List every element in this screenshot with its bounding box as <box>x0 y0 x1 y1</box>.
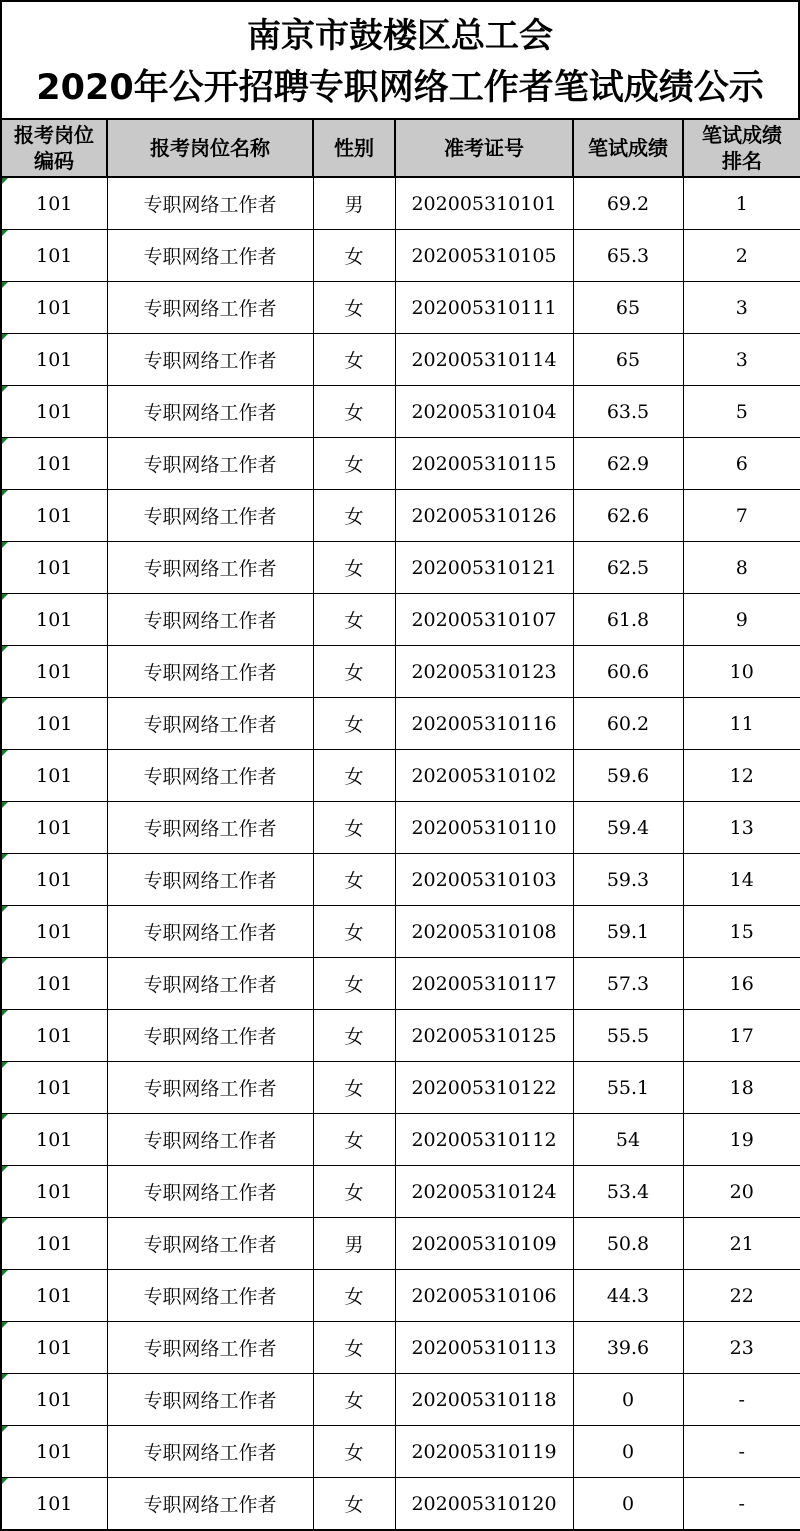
header-position-code-line1: 报考岗位 <box>14 123 94 147</box>
cell-position-code: 101 <box>1 906 107 958</box>
table-row <box>1 542 800 594</box>
cell-score: 55.5 <box>573 1010 683 1062</box>
cell-score: 54 <box>573 1114 683 1166</box>
cell-gender: 女 <box>313 646 395 698</box>
title-block <box>0 0 800 118</box>
cell-rank: 2 <box>683 230 800 282</box>
cell-position-code: 101 <box>1 1478 107 1531</box>
cell-score: 44.3 <box>573 1270 683 1322</box>
cell-exam-id: 202005310117 <box>395 958 573 1010</box>
header-rank <box>683 119 800 177</box>
cell-gender: 女 <box>313 750 395 802</box>
cell-exam-id: 202005310108 <box>395 906 573 958</box>
header-position-code-line2: 编码 <box>34 149 74 173</box>
header-position-code <box>1 119 107 177</box>
cell-rank: 14 <box>683 854 800 906</box>
cell-position-name: 专职网络工作者 <box>107 854 313 906</box>
cell-exam-id: 202005310121 <box>395 542 573 594</box>
cell-position-code: 101 <box>1 334 107 386</box>
cell-exam-id: 202005310123 <box>395 646 573 698</box>
cell-rank: 22 <box>683 1270 800 1322</box>
cell-gender: 女 <box>313 230 395 282</box>
cell-position-name: 专职网络工作者 <box>107 230 313 282</box>
cell-position-code: 101 <box>1 1270 107 1322</box>
cell-rank: 12 <box>683 750 800 802</box>
table-row <box>1 750 800 802</box>
cell-exam-id: 202005310111 <box>395 282 573 334</box>
cell-position-name: 专职网络工作者 <box>107 698 313 750</box>
cell-exam-id: 202005310112 <box>395 1114 573 1166</box>
table-row <box>1 906 800 958</box>
page-subtitle: 2020年公开招聘专职网络工作者笔试成绩公示 <box>36 68 764 108</box>
cell-position-name: 专职网络工作者 <box>107 750 313 802</box>
cell-rank: 19 <box>683 1114 800 1166</box>
cell-score: 39.6 <box>573 1322 683 1374</box>
cell-position-name: 专职网络工作者 <box>107 958 313 1010</box>
cell-gender: 女 <box>313 282 395 334</box>
table-row <box>1 1166 800 1218</box>
header-rank-line2: 排名 <box>722 149 762 173</box>
table-row <box>1 438 800 490</box>
cell-exam-id: 202005310103 <box>395 854 573 906</box>
cell-position-name: 专职网络工作者 <box>107 1010 313 1062</box>
cell-position-code: 101 <box>1 542 107 594</box>
cell-position-code: 101 <box>1 386 107 438</box>
cell-rank: 13 <box>683 802 800 854</box>
cell-gender: 女 <box>313 386 395 438</box>
cell-rank: 5 <box>683 386 800 438</box>
cell-position-code: 101 <box>1 750 107 802</box>
cell-position-name: 专职网络工作者 <box>107 1114 313 1166</box>
cell-gender: 女 <box>313 698 395 750</box>
cell-exam-id: 202005310126 <box>395 490 573 542</box>
cell-score: 62.6 <box>573 490 683 542</box>
table-row <box>1 282 800 334</box>
table-row <box>1 646 800 698</box>
cell-rank: 18 <box>683 1062 800 1114</box>
cell-position-name: 专职网络工作者 <box>107 1322 313 1374</box>
cell-score: 59.3 <box>573 854 683 906</box>
table-row <box>1 854 800 906</box>
cell-score: 62.5 <box>573 542 683 594</box>
cell-score: 65.3 <box>573 230 683 282</box>
header-position-name: 报考岗位名称 <box>107 119 313 177</box>
cell-position-name: 专职网络工作者 <box>107 438 313 490</box>
cell-position-name: 专职网络工作者 <box>107 1166 313 1218</box>
cell-rank: 8 <box>683 542 800 594</box>
cell-exam-id: 202005310119 <box>395 1426 573 1478</box>
cell-score: 55.1 <box>573 1062 683 1114</box>
cell-score: 65 <box>573 282 683 334</box>
cell-gender: 女 <box>313 854 395 906</box>
cell-rank: 20 <box>683 1166 800 1218</box>
cell-rank: 7 <box>683 490 800 542</box>
cell-position-name: 专职网络工作者 <box>107 1374 313 1426</box>
cell-exam-id: 202005310107 <box>395 594 573 646</box>
cell-score: 63.5 <box>573 386 683 438</box>
cell-position-code: 101 <box>1 1374 107 1426</box>
cell-position-code: 101 <box>1 698 107 750</box>
table-row <box>1 698 800 750</box>
cell-gender: 女 <box>313 1114 395 1166</box>
cell-exam-id: 202005310124 <box>395 1166 573 1218</box>
cell-position-name: 专职网络工作者 <box>107 646 313 698</box>
cell-position-code: 101 <box>1 1322 107 1374</box>
cell-gender: 女 <box>313 1062 395 1114</box>
cell-rank: 17 <box>683 1010 800 1062</box>
cell-gender: 女 <box>313 906 395 958</box>
cell-score: 60.2 <box>573 698 683 750</box>
table-row <box>1 1322 800 1374</box>
header-rank-line1: 笔试成绩 <box>702 123 782 147</box>
cell-rank: 16 <box>683 958 800 1010</box>
cell-position-name: 专职网络工作者 <box>107 1478 313 1531</box>
cell-position-code: 101 <box>1 1218 107 1270</box>
cell-position-name: 专职网络工作者 <box>107 906 313 958</box>
cell-score: 61.8 <box>573 594 683 646</box>
cell-score: 59.6 <box>573 750 683 802</box>
cell-gender: 女 <box>313 1270 395 1322</box>
table-row <box>1 958 800 1010</box>
table-row <box>1 1270 800 1322</box>
cell-rank: 15 <box>683 906 800 958</box>
cell-position-code: 101 <box>1 438 107 490</box>
cell-rank: 21 <box>683 1218 800 1270</box>
cell-position-name: 专职网络工作者 <box>107 490 313 542</box>
cell-position-name: 专职网络工作者 <box>107 282 313 334</box>
cell-gender: 女 <box>313 802 395 854</box>
cell-position-name: 专职网络工作者 <box>107 542 313 594</box>
table-row <box>1 802 800 854</box>
cell-position-code: 101 <box>1 282 107 334</box>
cell-exam-id: 202005310105 <box>395 230 573 282</box>
table-body <box>1 177 800 1530</box>
cell-exam-id: 202005310122 <box>395 1062 573 1114</box>
cell-score: 53.4 <box>573 1166 683 1218</box>
cell-gender: 男 <box>313 1218 395 1270</box>
cell-score: 62.9 <box>573 438 683 490</box>
cell-score: 59.4 <box>573 802 683 854</box>
cell-position-code: 101 <box>1 802 107 854</box>
page-title: 南京市鼓楼区总工会 <box>247 16 553 56</box>
cell-exam-id: 202005310110 <box>395 802 573 854</box>
cell-position-code: 101 <box>1 1426 107 1478</box>
cell-position-code: 101 <box>1 646 107 698</box>
cell-position-name: 专职网络工作者 <box>107 1062 313 1114</box>
table-row <box>1 1114 800 1166</box>
cell-gender: 女 <box>313 1478 395 1531</box>
table-row <box>1 230 800 282</box>
table-row <box>1 594 800 646</box>
cell-exam-id: 202005310104 <box>395 386 573 438</box>
table-header-row <box>1 119 800 177</box>
cell-gender: 女 <box>313 1166 395 1218</box>
header-exam-id: 准考证号 <box>395 119 573 177</box>
table-row <box>1 1062 800 1114</box>
cell-rank: 9 <box>683 594 800 646</box>
cell-position-name: 专职网络工作者 <box>107 386 313 438</box>
table-row <box>1 490 800 542</box>
table-row <box>1 1426 800 1478</box>
table-row <box>1 177 800 230</box>
cell-gender: 女 <box>313 490 395 542</box>
cell-rank: 3 <box>683 334 800 386</box>
cell-gender: 女 <box>313 594 395 646</box>
cell-gender: 女 <box>313 1374 395 1426</box>
cell-rank: 6 <box>683 438 800 490</box>
cell-exam-id: 202005310106 <box>395 1270 573 1322</box>
cell-exam-id: 202005310109 <box>395 1218 573 1270</box>
cell-position-name: 专职网络工作者 <box>107 594 313 646</box>
cell-position-name: 专职网络工作者 <box>107 802 313 854</box>
cell-exam-id: 202005310114 <box>395 334 573 386</box>
header-gender: 性别 <box>313 119 395 177</box>
cell-rank: - <box>683 1478 800 1531</box>
cell-score: 0 <box>573 1374 683 1426</box>
cell-exam-id: 202005310116 <box>395 698 573 750</box>
cell-score: 69.2 <box>573 177 683 230</box>
cell-position-code: 101 <box>1 490 107 542</box>
cell-position-name: 专职网络工作者 <box>107 334 313 386</box>
table-row <box>1 386 800 438</box>
cell-exam-id: 202005310101 <box>395 177 573 230</box>
cell-position-code: 101 <box>1 594 107 646</box>
cell-position-code: 101 <box>1 1062 107 1114</box>
cell-exam-id: 202005310118 <box>395 1374 573 1426</box>
cell-gender: 女 <box>313 1426 395 1478</box>
cell-position-code: 101 <box>1 1166 107 1218</box>
cell-position-code: 101 <box>1 230 107 282</box>
cell-position-code: 101 <box>1 177 107 230</box>
table-row <box>1 1010 800 1062</box>
cell-position-code: 101 <box>1 1114 107 1166</box>
cell-score: 60.6 <box>573 646 683 698</box>
cell-position-code: 101 <box>1 958 107 1010</box>
cell-exam-id: 202005310115 <box>395 438 573 490</box>
cell-gender: 女 <box>313 334 395 386</box>
cell-position-name: 专职网络工作者 <box>107 1426 313 1478</box>
cell-score: 50.8 <box>573 1218 683 1270</box>
cell-gender: 女 <box>313 542 395 594</box>
cell-exam-id: 202005310120 <box>395 1478 573 1531</box>
cell-gender: 女 <box>313 1010 395 1062</box>
cell-rank: - <box>683 1374 800 1426</box>
table-row <box>1 1374 800 1426</box>
cell-rank: 1 <box>683 177 800 230</box>
cell-score: 59.1 <box>573 906 683 958</box>
cell-score: 57.3 <box>573 958 683 1010</box>
table-row <box>1 334 800 386</box>
cell-exam-id: 202005310102 <box>395 750 573 802</box>
cell-position-name: 专职网络工作者 <box>107 177 313 230</box>
cell-gender: 男 <box>313 177 395 230</box>
cell-gender: 女 <box>313 958 395 1010</box>
cell-score: 65 <box>573 334 683 386</box>
header-score: 笔试成绩 <box>573 119 683 177</box>
cell-gender: 女 <box>313 1322 395 1374</box>
cell-score: 0 <box>573 1478 683 1531</box>
cell-position-code: 101 <box>1 1010 107 1062</box>
score-table <box>0 118 800 1531</box>
cell-score: 0 <box>573 1426 683 1478</box>
table-row <box>1 1478 800 1531</box>
cell-rank: 10 <box>683 646 800 698</box>
cell-position-name: 专职网络工作者 <box>107 1270 313 1322</box>
table-row <box>1 1218 800 1270</box>
cell-rank: 11 <box>683 698 800 750</box>
cell-rank: 23 <box>683 1322 800 1374</box>
cell-rank: - <box>683 1426 800 1478</box>
cell-position-code: 101 <box>1 854 107 906</box>
cell-gender: 女 <box>313 438 395 490</box>
cell-exam-id: 202005310113 <box>395 1322 573 1374</box>
cell-position-name: 专职网络工作者 <box>107 1218 313 1270</box>
cell-exam-id: 202005310125 <box>395 1010 573 1062</box>
cell-rank: 3 <box>683 282 800 334</box>
